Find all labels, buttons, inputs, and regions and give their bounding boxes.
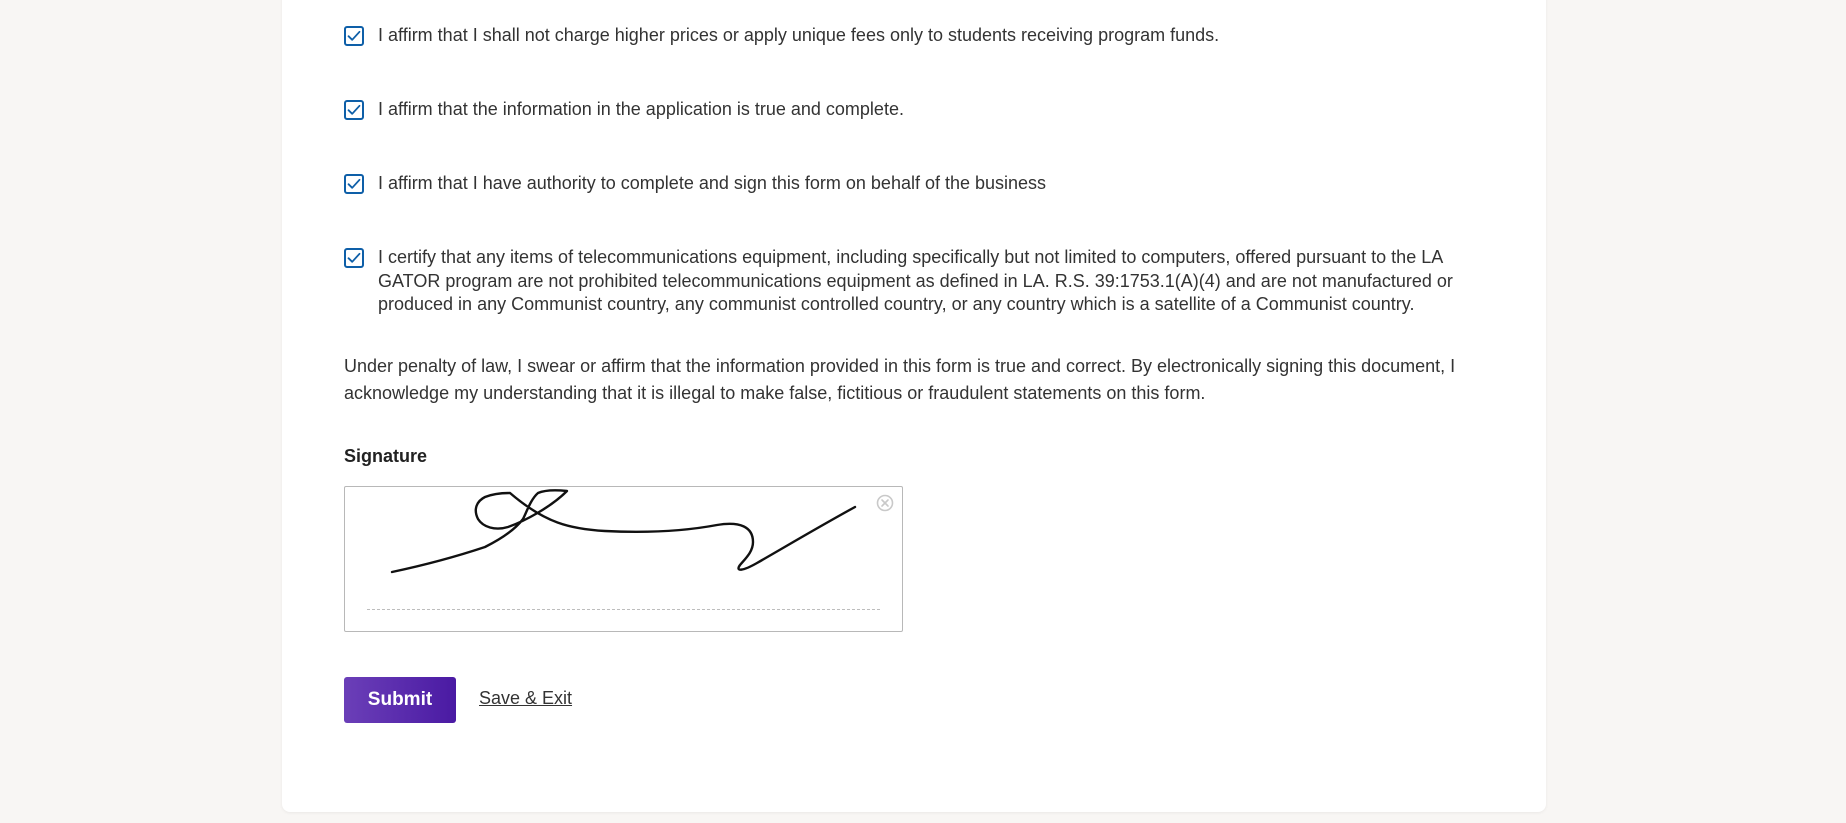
- signature-baseline: [367, 609, 880, 610]
- affirmation-label-authority: I affirm that I have authority to complete and sign this form on behalf of the business: [378, 173, 1047, 193]
- affirmation-label-telecom: I certify that any items of telecommunications equipment, including specifically but not limited to computers, offered pursuant to the LA GATOR program are not prohibited telecommunications equipment as defined in LA. R.S. 39:1753.1(A)(4) and are not manufactured or produced in any Communist country, any communist controlled country, or any country which is a satellite of a Communist country.: [378, 247, 1453, 314]
- signature-label: Signature: [344, 446, 428, 466]
- affirmation-checkbox-prices[interactable]: [344, 26, 364, 46]
- checkmark-icon: [347, 178, 361, 190]
- penalty-statement: Under penalty of law, I swear or affirm that the information provided in this form is true and correct. By electronically signing this document, I acknowledge my understanding that it is illegal to make false, fictitious or fraudulent statements on this form.: [344, 356, 1456, 403]
- affirmation-checkbox-telecom[interactable]: [344, 248, 364, 268]
- affirmation-label-prices: I affirm that I shall not charge higher prices or apply unique fees only to students receiving program funds.: [378, 25, 1220, 45]
- affirmation-row-authority: [344, 172, 1484, 196]
- affirmation-row-information: [344, 98, 1484, 122]
- checkmark-icon: [347, 104, 361, 116]
- circle-x-icon[interactable]: [876, 494, 894, 512]
- submit-button[interactable]: Submit: [344, 677, 456, 723]
- signature-pad[interactable]: [344, 486, 903, 632]
- affirmation-row-prices: [344, 24, 1484, 48]
- affirmation-row-telecom: [344, 246, 1484, 317]
- save-and-exit-link[interactable]: Save & Exit: [479, 688, 573, 708]
- affirmation-label-information: I affirm that the information in the application is true and complete.: [378, 99, 904, 119]
- affirmation-checkbox-information[interactable]: [344, 100, 364, 120]
- checkmark-icon: [347, 30, 361, 42]
- checkmark-icon: [347, 252, 361, 264]
- affirmation-checkbox-authority[interactable]: [344, 174, 364, 194]
